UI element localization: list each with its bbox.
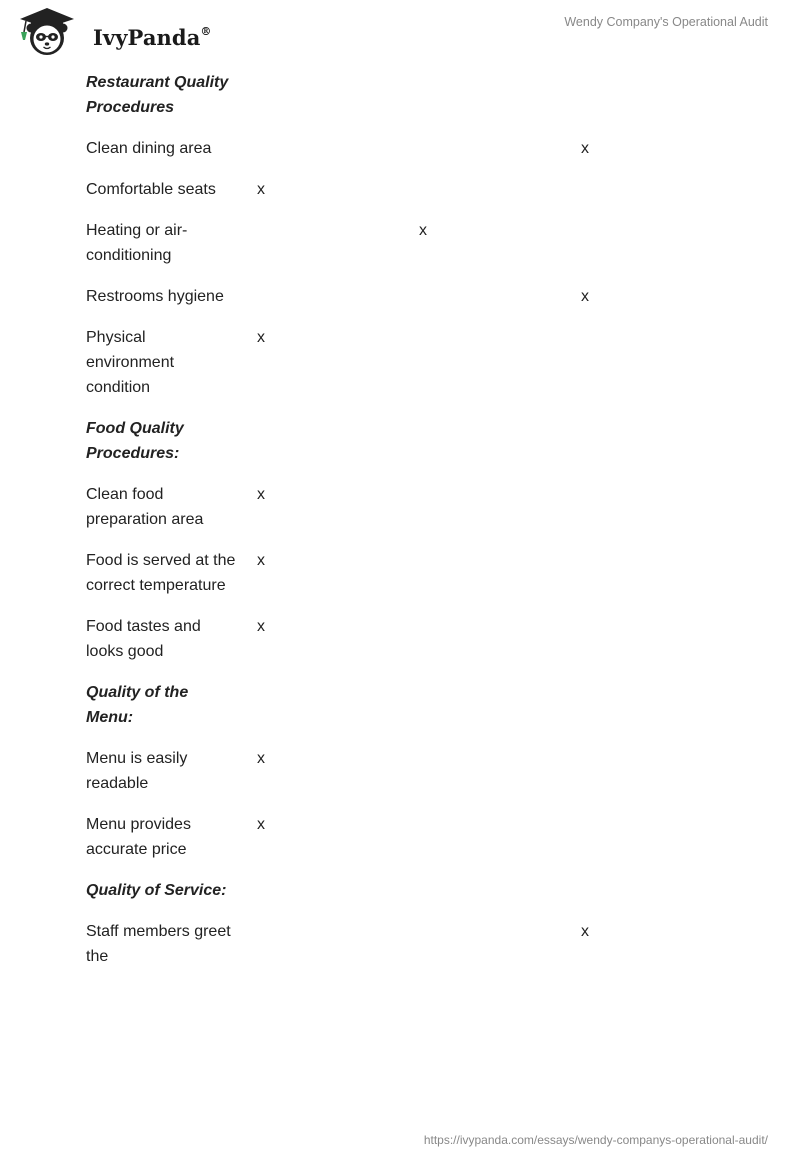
section-heading: Quality of Service: bbox=[86, 882, 227, 899]
rating-mark: x bbox=[257, 618, 265, 635]
audit-checklist-table bbox=[86, 70, 606, 985]
rating-cell bbox=[246, 325, 408, 416]
criterion-label: Menu is easily readable bbox=[86, 750, 188, 792]
criterion-label: Food tastes and looks good bbox=[86, 618, 201, 660]
rating-cell bbox=[570, 136, 606, 177]
criterion-label: Heating or air-conditioning bbox=[86, 222, 188, 264]
checklist-row bbox=[86, 746, 606, 812]
criterion-label: Physical environment condition bbox=[86, 329, 175, 396]
rating-mark: x bbox=[257, 816, 265, 833]
rating-mark: x bbox=[257, 329, 265, 346]
criterion-label: Clean dining area bbox=[86, 140, 212, 157]
checklist-row bbox=[86, 482, 606, 548]
rating-cell bbox=[570, 746, 606, 812]
criterion-label: Menu provides accurate price bbox=[86, 816, 191, 858]
checklist-row bbox=[86, 284, 606, 325]
rating-cell bbox=[246, 218, 408, 284]
rating-cell bbox=[246, 878, 408, 919]
rating-cell bbox=[570, 919, 606, 985]
rating-cell bbox=[408, 680, 570, 746]
rating-cell bbox=[408, 177, 570, 218]
panda-logo-icon bbox=[14, 6, 76, 58]
rating-cell bbox=[246, 70, 408, 136]
checklist-row bbox=[86, 548, 606, 614]
rating-cell bbox=[570, 482, 606, 548]
rating-mark: x bbox=[581, 288, 589, 305]
rating-cell bbox=[570, 218, 606, 284]
checklist-row bbox=[86, 218, 606, 284]
criterion-label: Comfortable seats bbox=[86, 181, 216, 198]
rating-cell bbox=[570, 548, 606, 614]
rating-cell bbox=[246, 680, 408, 746]
checklist-row bbox=[86, 136, 606, 177]
criterion-label: Restrooms hygiene bbox=[86, 288, 224, 305]
brand-logo[interactable] bbox=[14, 6, 214, 60]
rating-cell bbox=[570, 70, 606, 136]
rating-cell bbox=[246, 812, 408, 878]
rating-cell bbox=[246, 177, 408, 218]
rating-cell bbox=[408, 548, 570, 614]
section-row bbox=[86, 416, 606, 482]
rating-cell bbox=[570, 614, 606, 680]
checklist-row bbox=[86, 812, 606, 878]
rating-cell bbox=[408, 919, 570, 985]
document-title: Wendy Company's Operational Audit bbox=[564, 15, 768, 29]
rating-mark: x bbox=[257, 552, 265, 569]
rating-mark: x bbox=[581, 140, 589, 157]
checklist-row bbox=[86, 919, 606, 985]
brand-name: IvyPanda® bbox=[93, 25, 212, 50]
rating-cell bbox=[570, 284, 606, 325]
rating-cell bbox=[246, 919, 408, 985]
criterion-label: Staff members greet the bbox=[86, 923, 231, 965]
section-heading: Restaurant Quality Procedures bbox=[86, 74, 229, 116]
rating-cell bbox=[408, 482, 570, 548]
checklist-row bbox=[86, 614, 606, 680]
checklist-row bbox=[86, 177, 606, 218]
rating-cell bbox=[246, 416, 408, 482]
rating-cell bbox=[408, 136, 570, 177]
checklist-row bbox=[86, 325, 606, 416]
rating-mark: x bbox=[257, 486, 265, 503]
audit-content bbox=[0, 70, 800, 985]
rating-cell bbox=[246, 284, 408, 325]
rating-cell bbox=[246, 548, 408, 614]
criterion-label: Food is served at the correct temperature bbox=[86, 552, 236, 594]
section-heading: Food Quality Procedures: bbox=[86, 420, 184, 462]
rating-cell bbox=[408, 746, 570, 812]
rating-cell bbox=[246, 482, 408, 548]
section-heading: Quality of the Menu: bbox=[86, 684, 189, 726]
rating-mark: x bbox=[581, 923, 589, 940]
rating-cell bbox=[408, 284, 570, 325]
rating-cell bbox=[246, 136, 408, 177]
page-header bbox=[0, 0, 800, 64]
criterion-label: Clean food preparation area bbox=[86, 486, 204, 528]
source-url[interactable]: https://ivypanda.com/essays/wendy-companys-operational-audit/ bbox=[423, 1133, 768, 1147]
rating-cell bbox=[570, 416, 606, 482]
rating-cell bbox=[408, 416, 570, 482]
section-row bbox=[86, 878, 606, 919]
rating-cell bbox=[408, 325, 570, 416]
rating-cell bbox=[570, 680, 606, 746]
rating-cell bbox=[408, 614, 570, 680]
rating-cell bbox=[408, 812, 570, 878]
rating-cell bbox=[570, 878, 606, 919]
rating-cell bbox=[408, 878, 570, 919]
rating-cell bbox=[570, 812, 606, 878]
rating-cell bbox=[570, 177, 606, 218]
rating-mark: x bbox=[419, 222, 427, 239]
rating-cell bbox=[246, 614, 408, 680]
section-row bbox=[86, 680, 606, 746]
rating-cell bbox=[570, 325, 606, 416]
rating-cell bbox=[408, 70, 570, 136]
rating-cell bbox=[408, 218, 570, 284]
rating-mark: x bbox=[257, 750, 265, 767]
rating-cell bbox=[246, 746, 408, 812]
section-row bbox=[86, 70, 606, 136]
rating-mark: x bbox=[257, 181, 265, 198]
